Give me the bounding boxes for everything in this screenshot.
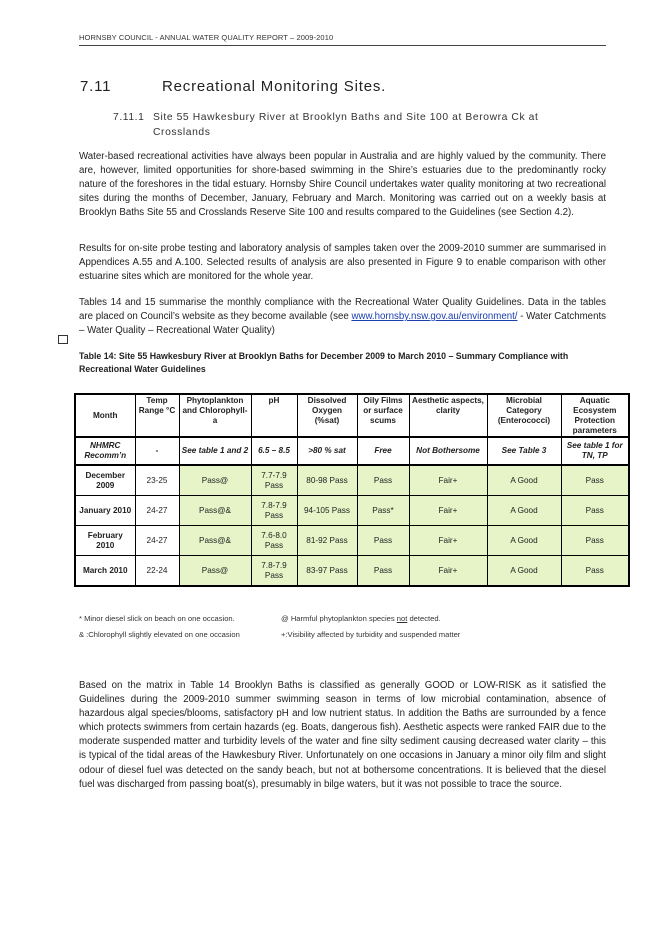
nhmrc-oily-films: Free <box>357 437 409 465</box>
cell-month: March 2010 <box>75 556 135 587</box>
cell-oily-films: Pass <box>357 556 409 587</box>
paragraph-intro: Water-based recreational activities have always been popular in Australia and are highly valued by the community. There are, however, limited opportunities for shore-based swimming in the Shire’s estuaries due to the predominantly rocky nature of the foreshores in the tidal estuary. Hornsby Shire Council undertakes water quality monitoring at two recreational sites during the months of December, January, February and March. Monitoring was carried out on a weekly basis at Brooklyn Baths Site 55 and Crosslands Reserve Site 100 and results compared to the Guidelines (see Section 4.2). <box>79 151 606 219</box>
footnote-at-end: detected. <box>407 614 441 623</box>
cell-phytoplankton: Pass@& <box>179 496 251 526</box>
cell-microbial: A Good <box>487 465 561 496</box>
cell-phytoplankton: Pass@ <box>179 465 251 496</box>
table-row <box>75 556 629 587</box>
nhmrc-aquatic: See table 1 for TN, TP <box>561 437 629 465</box>
footnote-at <box>281 614 441 623</box>
col-header-dissolved-oxygen: Dissolved Oxygen (%sat) <box>297 394 357 437</box>
margin-checkbox-icon <box>58 335 68 344</box>
col-header-phytoplankton: Phytoplankton and Chlorophyll-a <box>179 394 251 437</box>
compliance-table <box>74 393 630 587</box>
nhmrc-dissolved-oxygen: >80 % sat <box>297 437 357 465</box>
footnote-at-emphasis: not <box>396 614 408 623</box>
col-header-ph: pH <box>251 394 297 437</box>
col-header-temp: Temp Range °C <box>135 394 179 437</box>
cell-temp: 24-27 <box>135 496 179 526</box>
cell-month: December 2009 <box>75 465 135 496</box>
col-header-aquatic: Aquatic Ecosystem Protection parameters <box>561 394 629 437</box>
cell-month: February 2010 <box>75 526 135 556</box>
paragraph-tables-text-end: - Water Catchments – Water Quality – Recreational Water Quality) <box>79 311 606 337</box>
cell-aquatic: Pass <box>561 496 629 526</box>
cell-ph: 7.7-7.9 Pass <box>251 465 297 496</box>
cell-aquatic: Pass <box>561 526 629 556</box>
table-caption: Table 14: Site 55 Hawkesbury River at Brooklyn Baths for December 2009 to March 2010 – Summary Compliance with Recreational Water Guidelines <box>79 351 569 374</box>
table-header-row <box>75 394 629 437</box>
cell-oily-films: Pass* <box>357 496 409 526</box>
cell-aquatic: Pass <box>561 465 629 496</box>
cell-dissolved-oxygen: 81-92 Pass <box>297 526 357 556</box>
cell-phytoplankton: Pass@ <box>179 556 251 587</box>
cell-microbial: A Good <box>487 526 561 556</box>
cell-aesthetic: Fair+ <box>409 526 487 556</box>
cell-temp: 23-25 <box>135 465 179 496</box>
cell-ph: 7.8-7.9 Pass <box>251 496 297 526</box>
cell-oily-films: Pass <box>357 465 409 496</box>
cell-aesthetic: Fair+ <box>409 556 487 587</box>
cell-aquatic: Pass <box>561 556 629 587</box>
subsection-number: 7.11.1 <box>113 112 145 123</box>
footnote-at-text: @ Harmful phytoplankton species <box>281 614 397 623</box>
cell-dissolved-oxygen: 83-97 Pass <box>297 556 357 587</box>
nhmrc-temp: - <box>135 437 179 465</box>
council-website-link[interactable]: www.hornsby.nsw.gov.au/environment/ <box>351 311 518 323</box>
subsection-heading <box>113 110 583 140</box>
nhmrc-phytoplankton: See table 1 and 2 <box>179 437 251 465</box>
nhmrc-row <box>75 437 629 465</box>
footnote-plus: +:Visibility affected by turbidity and suspended matter <box>281 630 461 639</box>
cell-ph: 7.6-8.0 Pass <box>251 526 297 556</box>
cell-oily-films: Pass <box>357 526 409 556</box>
cell-ph: 7.8-7.9 Pass <box>251 556 297 587</box>
table-row <box>75 496 629 526</box>
cell-microbial: A Good <box>487 556 561 587</box>
nhmrc-aesthetic: Not Bothersome <box>409 437 487 465</box>
cell-month: January 2010 <box>75 496 135 526</box>
col-header-month: Month <box>75 394 135 437</box>
table-row <box>75 465 629 496</box>
paragraph-classification: Based on the matrix in Table 14 Brooklyn Baths is classified as generally GOOD or LOW-RISK as it satisfied the Guidelines during the 2009-2010 summer swimming season in terms of low microbial contamination, absence of hazardous algal species/blooms, satisfactory pH and low nutrient status. In addition the Baths are surrounded by a fence which protects swimmers from certain hazards (eg. Boats, dangerous fish). Aesthetic aspects were ranked FAIR due to the moderate suspended matter and turbidity levels of the water and fine silty sediment causing decreased water clarity – this is typical of the tidal areas of the Hawkesbury River. Unfortunately on one occasions in January a minor oily film and slight odour of diesel fuel was detected on the sandy beach, but not at bothersome concentrations. It is believed that the diesel fuel was discharged from passing boat(s), presumably in bilge waters, but it was not possible to trace the source. <box>79 680 606 790</box>
col-header-oily-films: Oily Films or surface scums <box>357 394 409 437</box>
cell-temp: 22-24 <box>135 556 179 587</box>
paragraph-tables <box>79 296 606 338</box>
cell-temp: 24-27 <box>135 526 179 556</box>
nhmrc-microbial: See Table 3 <box>487 437 561 465</box>
table-row <box>75 526 629 556</box>
cell-aesthetic: Fair+ <box>409 465 487 496</box>
subsection-title-line1: Site 55 Hawkesbury River at Brooklyn Baths and Site 100 at Berowra Ck at <box>153 112 539 123</box>
footnote-amp: & :Chlorophyll slightly elevated on one occasion <box>79 630 240 639</box>
running-header: HORNSBY COUNCIL - ANNUAL WATER QUALITY REPORT – 2009-2010 <box>79 33 606 46</box>
cell-phytoplankton: Pass@& <box>179 526 251 556</box>
section-number: 7.11 <box>80 78 112 95</box>
col-header-aesthetic: Aesthetic aspects, clarity <box>409 394 487 437</box>
cell-microbial: A Good <box>487 496 561 526</box>
paragraph-results: Results for on-site probe testing and laboratory analysis of samples taken over the 2009-2010 summer are summarised in Appendices A.55 and A.100. Selected results of analysis are also presented in Figure 9 to enable comparison with other estuarine sites which are monitored for the whole year. <box>79 243 606 283</box>
section-heading <box>80 78 386 95</box>
cell-dissolved-oxygen: 80-98 Pass <box>297 465 357 496</box>
cell-aesthetic: Fair+ <box>409 496 487 526</box>
nhmrc-label: NHMRC Recomm’n <box>75 437 135 465</box>
section-title: Recreational Monitoring Sites. <box>162 78 387 95</box>
nhmrc-ph: 6.5 – 8.5 <box>251 437 297 465</box>
subsection-title-line2: Crosslands <box>153 127 211 138</box>
col-header-microbial: Microbial Category (Enterococci) <box>487 394 561 437</box>
cell-dissolved-oxygen: 94-105 Pass <box>297 496 357 526</box>
paragraph-tables-text: Tables 14 and 15 summarise the monthly compliance with the Recreational Water Quality Guidelines. Data in the tables are placed on Council’s website as they become available (see <box>79 297 606 323</box>
footnote-star: * Minor diesel slick on beach on one occasion. <box>79 614 235 623</box>
